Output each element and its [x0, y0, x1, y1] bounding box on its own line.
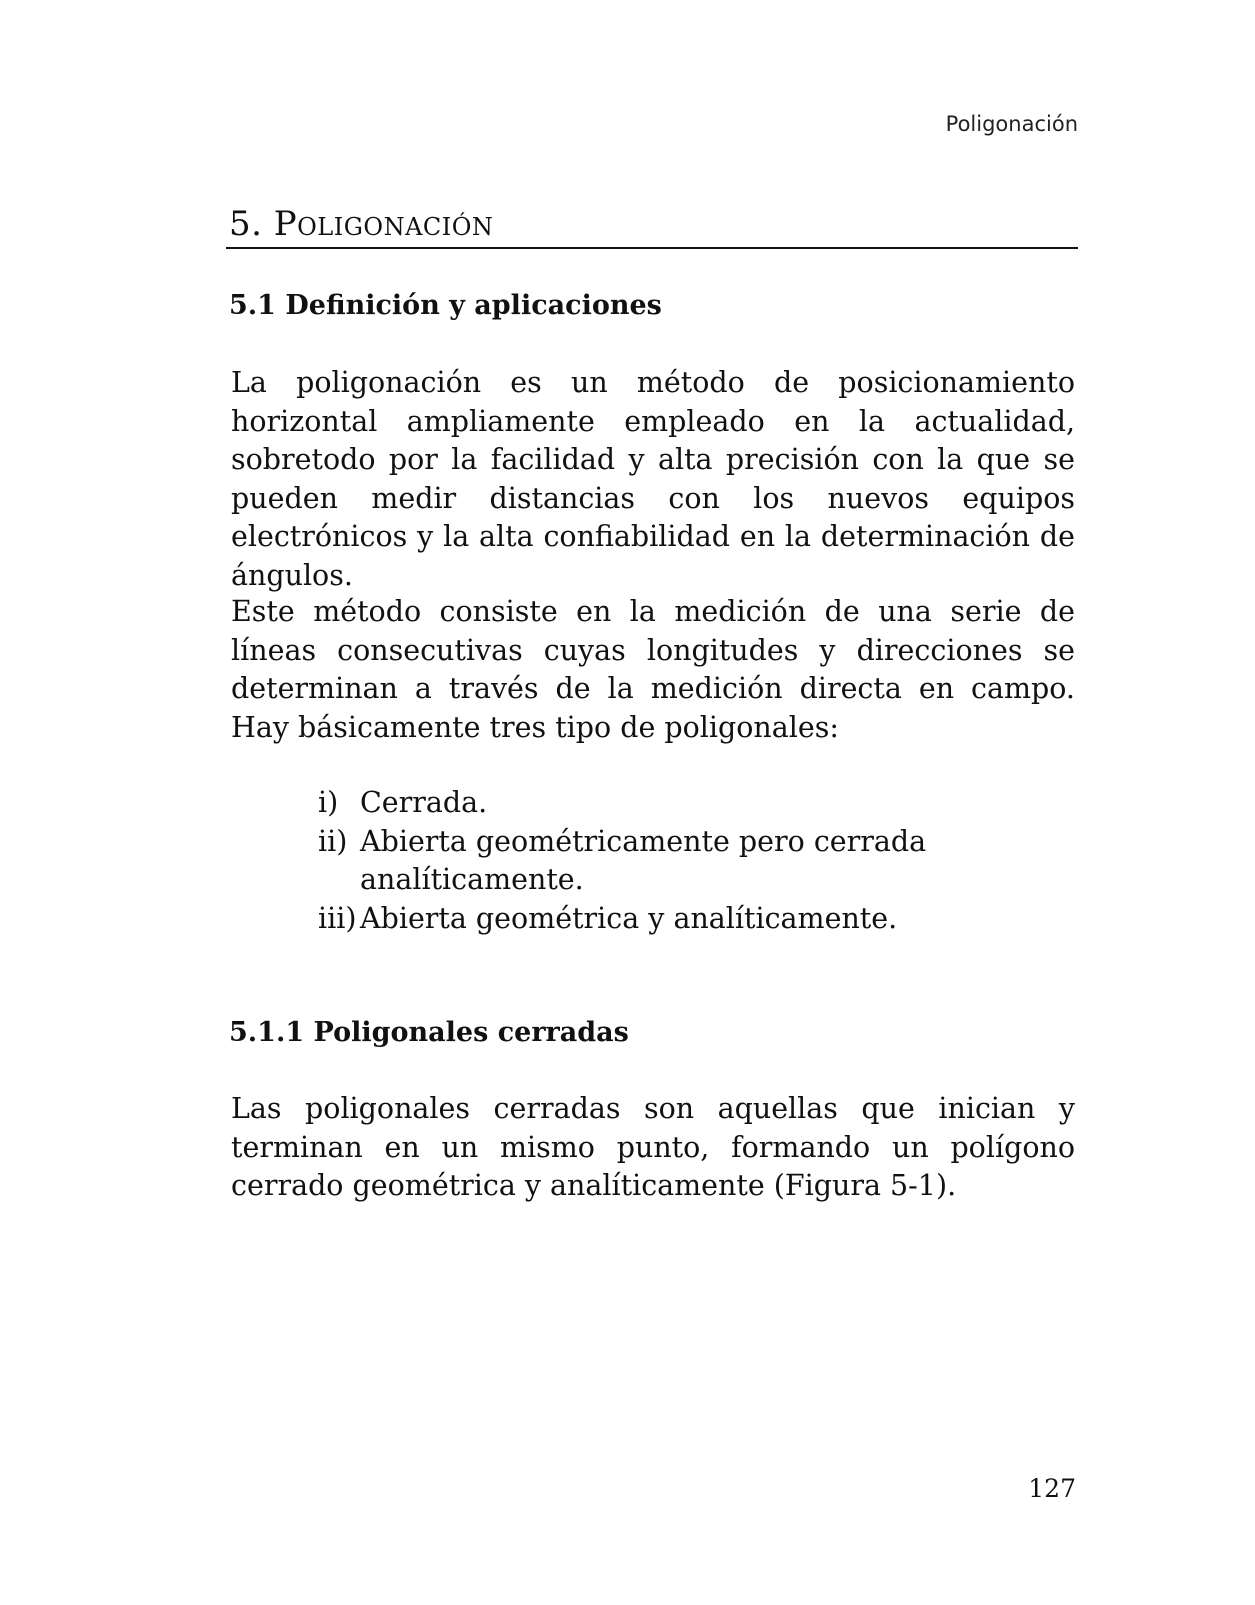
- paragraph-definition: La poligonación es un método de posicionamiento horizontal ampliamente empleado en la actualidad, sobretodo por la facilidad y alta precisión con la que se pueden medir distancias con los nuevos equipos electrónicos y la alta confiabilidad en la determinación de ángulos.: [231, 366, 1075, 592]
- list-item: [318, 784, 1018, 823]
- list-item: [318, 823, 1018, 900]
- paragraph-method: Este método consiste en la medición de una serie de líneas consecutivas cuyas longitudes y direcciones se determinan a través de la medición directa en campo. Hay básicamente tres tipo de poligonales:: [231, 595, 1075, 744]
- chapter-title: 5. Poligonación: [229, 204, 494, 244]
- chapter-title-rule: [226, 247, 1078, 249]
- section-title-5-1: 5.1 Definición y aplicaciones: [229, 290, 662, 321]
- list-item-text: Abierta geométrica y analíticamente.: [360, 901, 898, 935]
- running-header: Poligonación: [945, 112, 1078, 136]
- page-number: 127: [1028, 1474, 1076, 1503]
- list-item: [318, 900, 1018, 939]
- list-item-text: Cerrada.: [360, 786, 488, 819]
- list-marker: i): [318, 786, 339, 819]
- list-item-text: Abierta geométricamente pero cerrada analíticamente.: [360, 824, 927, 896]
- paragraph-closed-polygons: Las poligonales cerradas son aquellas que inician y terminan en un mismo punto, formando un polígono cerrado geométrica y analíticamente (Figura 5-1).: [231, 1092, 1075, 1202]
- polygon-types-list: [318, 784, 1018, 938]
- list-marker: iii): [318, 901, 357, 935]
- section-title-5-1-1: 5.1.1 Poligonales cerradas: [229, 1017, 629, 1048]
- list-marker: ii): [318, 824, 348, 858]
